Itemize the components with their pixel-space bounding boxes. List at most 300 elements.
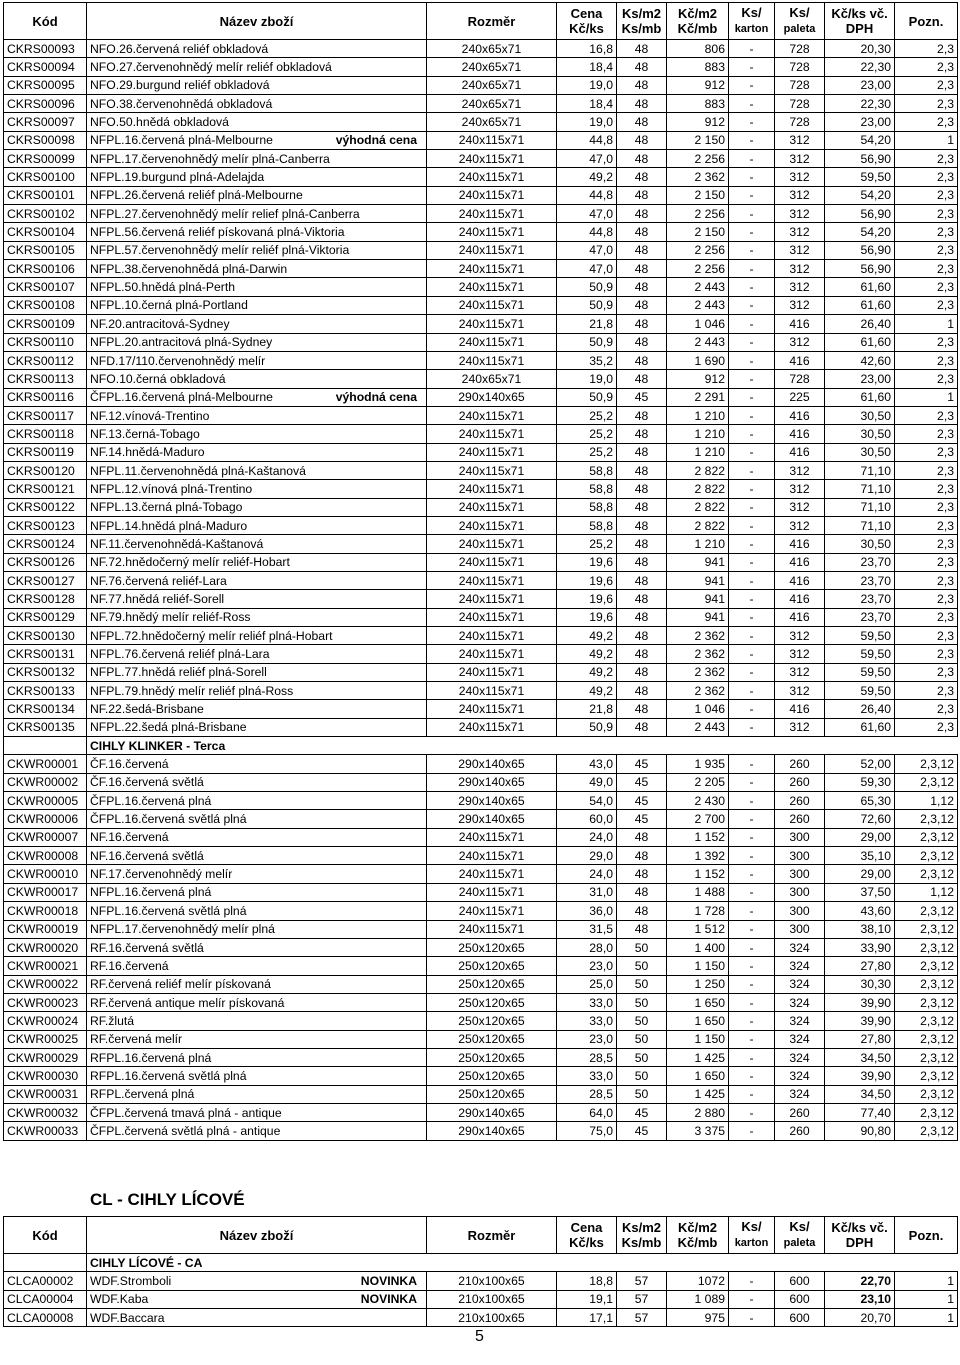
cell-note: 2,3 <box>895 260 958 278</box>
cell-name <box>87 425 427 443</box>
page-number: 5 <box>475 1328 484 1345</box>
cell-per-carton: - <box>729 1012 775 1030</box>
cell-note: 2,3 <box>895 516 958 534</box>
cell-price: 19,6 <box>557 608 617 626</box>
cell-per-pallet: 416 <box>775 553 825 571</box>
cell-price-vat: 29,00 <box>825 828 895 846</box>
cell-price: 58,8 <box>557 461 617 479</box>
cell-size: 240x115x71 <box>427 351 557 369</box>
cell-price-vat: 39,90 <box>825 1067 895 1085</box>
cell-size: 290x140x65 <box>427 1103 557 1121</box>
cell-price-m2: 975 <box>667 1309 729 1327</box>
table-row <box>4 810 958 828</box>
cell-size: 240x115x71 <box>427 847 557 865</box>
cell-size: 290x140x65 <box>427 773 557 791</box>
section-row-code <box>4 1254 87 1272</box>
cell-per-carton: - <box>729 443 775 461</box>
cell-size: 250x120x65 <box>427 938 557 956</box>
cell-price: 25,2 <box>557 535 617 553</box>
cell-code: CKRS00105 <box>4 241 87 259</box>
cell-size: 240x115x71 <box>427 278 557 296</box>
cell-per-pallet: 728 <box>775 76 825 94</box>
cell-note: 2,3,12 <box>895 1012 958 1030</box>
table-row <box>4 993 958 1011</box>
cell-price-m2: 2 443 <box>667 718 729 736</box>
cell-per-m2: 48 <box>617 351 667 369</box>
product-name: NFO.38.červenohnědá obkladová <box>90 96 273 111</box>
cell-price: 21,8 <box>557 700 617 718</box>
cell-price-m2: 2 256 <box>667 241 729 259</box>
cell-per-carton: - <box>729 168 775 186</box>
cell-name <box>87 645 427 663</box>
cell-per-m2: 48 <box>617 333 667 351</box>
cell-per-m2: 48 <box>617 95 667 113</box>
cell-name <box>87 388 427 406</box>
cell-per-carton: - <box>729 920 775 938</box>
cell-price-vat: 30,50 <box>825 443 895 461</box>
product-name: NFPL.12.vínová plná-Trentino <box>90 481 253 496</box>
cell-per-carton: - <box>729 480 775 498</box>
cell-per-carton: - <box>729 1309 775 1327</box>
product-name: NFPL.16.červená světlá plná <box>90 903 247 918</box>
cell-per-m2: 48 <box>617 150 667 168</box>
cell-price-vat: 39,90 <box>825 1012 895 1030</box>
cell-per-m2: 48 <box>617 718 667 736</box>
cell-name <box>87 1048 427 1066</box>
product-name: NFPL.16.červená plná <box>90 885 212 900</box>
product-name: ČFPL.červená světlá plná - antique <box>90 1123 281 1138</box>
cell-code: CKRS00124 <box>4 535 87 553</box>
cell-per-pallet: 260 <box>775 1103 825 1121</box>
product-name: NFD.17/110.červenohnědý melír <box>90 353 266 368</box>
cell-price: 49,0 <box>557 773 617 791</box>
table-row <box>4 590 958 608</box>
cell-code: CKRS00120 <box>4 461 87 479</box>
cell-code: CKRS00107 <box>4 278 87 296</box>
cell-note: 1 <box>895 388 958 406</box>
section-heading: CIHLY LÍCOVÉ - CA <box>87 1254 958 1272</box>
table-row <box>4 847 958 865</box>
cell-size: 240x115x71 <box>427 296 557 314</box>
cell-name <box>87 351 427 369</box>
col-header-code: Kód <box>4 1217 87 1254</box>
cell-per-carton: - <box>729 1030 775 1048</box>
cell-size: 240x115x71 <box>427 260 557 278</box>
table-row <box>4 718 958 736</box>
cell-per-carton: - <box>729 957 775 975</box>
cell-price-m2: 3 375 <box>667 1122 729 1140</box>
cell-note: 2,3 <box>895 645 958 663</box>
cell-price: 36,0 <box>557 902 617 920</box>
cell-price-vat: 37,50 <box>825 883 895 901</box>
table-row <box>4 682 958 700</box>
cell-price: 49,2 <box>557 682 617 700</box>
table-row <box>4 645 958 663</box>
cell-price: 25,2 <box>557 443 617 461</box>
table-row <box>4 1309 958 1327</box>
cell-per-pallet: 300 <box>775 847 825 865</box>
cell-price: 21,8 <box>557 315 617 333</box>
cell-per-m2: 48 <box>617 663 667 681</box>
product-name: NFPL.56.červená reliéf pískovaná plná-Viktoria <box>90 225 345 240</box>
cell-price: 50,9 <box>557 333 617 351</box>
table-row <box>4 553 958 571</box>
cell-price-m2: 912 <box>667 370 729 388</box>
cell-per-pallet: 324 <box>775 993 825 1011</box>
cell-price: 19,6 <box>557 590 617 608</box>
cell-per-pallet: 312 <box>775 150 825 168</box>
cell-price-vat: 39,90 <box>825 993 895 1011</box>
cell-per-carton: - <box>729 260 775 278</box>
product-name: NF.12.vínová-Trentino <box>90 408 210 423</box>
cell-price-vat: 26,40 <box>825 315 895 333</box>
cell-per-carton: - <box>729 902 775 920</box>
cell-per-pallet: 312 <box>775 205 825 223</box>
cell-per-carton: - <box>729 700 775 718</box>
product-name: NFPL.79.hnědý melír reliéf plná-Ross <box>90 683 294 698</box>
cell-price: 44,8 <box>557 131 617 149</box>
cell-name <box>87 957 427 975</box>
cell-per-m2: 57 <box>617 1309 667 1327</box>
cell-price-m2: 2 443 <box>667 296 729 314</box>
cell-per-carton: - <box>729 1048 775 1066</box>
cell-price: 50,9 <box>557 388 617 406</box>
cell-price: 28,0 <box>557 938 617 956</box>
cell-note: 2,3,12 <box>895 902 958 920</box>
cell-per-m2: 48 <box>617 516 667 534</box>
cell-per-m2: 48 <box>617 920 667 938</box>
cell-price-m2: 1 512 <box>667 920 729 938</box>
cell-per-carton: - <box>729 516 775 534</box>
cell-price-vat: 23,70 <box>825 553 895 571</box>
cell-per-pallet: 312 <box>775 333 825 351</box>
cell-price-m2: 1 935 <box>667 755 729 773</box>
product-name: NFO.50.hnědá obkladová <box>90 115 229 130</box>
cell-note: 2,3 <box>895 76 958 94</box>
table-row <box>4 113 958 131</box>
cell-price-m2: 2 256 <box>667 150 729 168</box>
cell-size: 250x120x65 <box>427 1048 557 1066</box>
cell-per-carton: - <box>729 1290 775 1308</box>
cell-note: 2,3 <box>895 663 958 681</box>
cell-per-carton: - <box>729 113 775 131</box>
cell-code: CKWR00021 <box>4 957 87 975</box>
cell-price-vat: 71,10 <box>825 498 895 516</box>
cell-note: 2,3 <box>895 425 958 443</box>
cell-note: 2,3 <box>895 40 958 58</box>
cell-note: 2,3,12 <box>895 755 958 773</box>
cell-price-vat: 23,00 <box>825 370 895 388</box>
cell-price-m2: 1 210 <box>667 443 729 461</box>
cell-per-m2: 48 <box>617 645 667 663</box>
product-name: RFPL.16.červená plná <box>90 1050 212 1065</box>
cell-name <box>87 241 427 259</box>
cell-size: 240x65x71 <box>427 370 557 388</box>
cell-note: 2,3 <box>895 553 958 571</box>
cell-note: 2,3,12 <box>895 1085 958 1103</box>
cell-size: 240x115x71 <box>427 553 557 571</box>
cell-name <box>87 40 427 58</box>
cell-price: 25,2 <box>557 406 617 424</box>
product-tag: výhodná cena <box>335 390 417 405</box>
table-row <box>4 1103 958 1121</box>
cell-per-pallet: 312 <box>775 260 825 278</box>
cell-per-pallet: 312 <box>775 241 825 259</box>
cell-size: 290x140x65 <box>427 388 557 406</box>
cell-price-m2: 2 700 <box>667 810 729 828</box>
cell-price-m2: 912 <box>667 76 729 94</box>
cell-size: 250x120x65 <box>427 1012 557 1030</box>
cell-name <box>87 1067 427 1085</box>
cell-per-carton: - <box>729 1085 775 1103</box>
table-row <box>4 388 958 406</box>
cell-price: 47,0 <box>557 150 617 168</box>
cell-note: 2,3,12 <box>895 1122 958 1140</box>
product-name: NFPL.16.červená plná-Melbourne <box>90 133 273 148</box>
cell-size: 240x115x71 <box>427 535 557 553</box>
table-row <box>4 168 958 186</box>
cell-per-m2: 50 <box>617 993 667 1011</box>
cell-price-m2: 2 256 <box>667 205 729 223</box>
cell-code: CKRS00134 <box>4 700 87 718</box>
col-header-price-m2: Kč/m2 Kč/mb <box>667 3 729 40</box>
cell-code: CKRS00129 <box>4 608 87 626</box>
cell-price-vat: 72,60 <box>825 810 895 828</box>
cell-per-pallet: 312 <box>775 131 825 149</box>
cell-price-m2: 1 400 <box>667 938 729 956</box>
cell-note: 2,3 <box>895 223 958 241</box>
cell-size: 240x115x71 <box>427 682 557 700</box>
cell-code: CKRS00127 <box>4 571 87 589</box>
cell-price-m2: 2 822 <box>667 480 729 498</box>
table-row <box>4 131 958 149</box>
table-row <box>4 260 958 278</box>
cell-note: 2,3 <box>895 150 958 168</box>
cell-code: CKRS00131 <box>4 645 87 663</box>
cell-code: CKWR00030 <box>4 1067 87 1085</box>
cell-per-m2: 48 <box>617 76 667 94</box>
price-table-cl <box>3 1216 958 1327</box>
cell-price-vat: 90,80 <box>825 1122 895 1140</box>
product-name: NFPL.26.červená reliéf plná-Melbourne <box>90 188 303 203</box>
cell-price: 50,9 <box>557 296 617 314</box>
cell-price-m2: 1072 <box>667 1272 729 1290</box>
cell-code: CKRS00102 <box>4 205 87 223</box>
cell-name <box>87 150 427 168</box>
col-header-price-m2: Kč/m2 Kč/mb <box>667 1217 729 1254</box>
cell-note: 1 <box>895 315 958 333</box>
product-name: NFPL.22.šedá plná-Brisbane <box>90 720 247 735</box>
cell-per-m2: 48 <box>617 186 667 204</box>
cell-per-carton: - <box>729 241 775 259</box>
cell-per-carton: - <box>729 223 775 241</box>
cell-per-m2: 57 <box>617 1272 667 1290</box>
product-name: NF.17.červenohnědý melír <box>90 867 233 882</box>
cell-per-m2: 48 <box>617 205 667 223</box>
cell-note: 2,3 <box>895 443 958 461</box>
cell-note: 2,3 <box>895 571 958 589</box>
table-row <box>4 58 958 76</box>
cell-per-m2: 48 <box>617 443 667 461</box>
cell-price-m2: 883 <box>667 95 729 113</box>
cell-size: 240x115x71 <box>427 150 557 168</box>
cell-note: 2,3 <box>895 682 958 700</box>
table-row <box>4 1122 958 1140</box>
cell-size: 210x100x65 <box>427 1290 557 1308</box>
cell-per-pallet: 324 <box>775 1030 825 1048</box>
cell-per-pallet: 416 <box>775 700 825 718</box>
cell-size: 240x115x71 <box>427 571 557 589</box>
cell-code: CKWR00033 <box>4 1122 87 1140</box>
cell-per-carton: - <box>729 553 775 571</box>
cell-name <box>87 516 427 534</box>
table-row <box>4 938 958 956</box>
cell-per-pallet: 312 <box>775 627 825 645</box>
cell-note: 2,3 <box>895 461 958 479</box>
cell-name <box>87 920 427 938</box>
cell-price-m2: 1 425 <box>667 1048 729 1066</box>
cell-note: 2,3,12 <box>895 828 958 846</box>
cell-name <box>87 700 427 718</box>
cell-per-pallet: 312 <box>775 296 825 314</box>
cell-size: 240x115x71 <box>427 663 557 681</box>
cell-per-pallet: 416 <box>775 443 825 461</box>
col-header-price-vat: Kč/ks vč. DPH <box>825 3 895 40</box>
cell-name <box>87 718 427 736</box>
cell-price-m2: 1 152 <box>667 865 729 883</box>
cell-price: 47,0 <box>557 241 617 259</box>
cell-per-pallet: 312 <box>775 682 825 700</box>
cell-per-m2: 48 <box>617 498 667 516</box>
product-name: NFO.29.burgund reliéf obkladová <box>90 78 270 93</box>
cell-per-carton: - <box>729 205 775 223</box>
cell-per-carton: - <box>729 608 775 626</box>
cell-size: 240x115x71 <box>427 461 557 479</box>
product-name: NFPL.20.antracitová plná-Sydney <box>90 335 273 350</box>
table-row <box>4 150 958 168</box>
product-name: NFPL.77.hnědá reliéf plná-Sorell <box>90 665 267 680</box>
cell-per-m2: 50 <box>617 1067 667 1085</box>
cell-price: 33,0 <box>557 993 617 1011</box>
product-name: NF.79.hnědý melír reliéf-Ross <box>90 610 251 625</box>
cell-per-carton: - <box>729 828 775 846</box>
cell-per-pallet: 260 <box>775 1122 825 1140</box>
product-name: NF.77.hnědá reliéf-Sorell <box>90 591 225 606</box>
cell-per-m2: 48 <box>617 315 667 333</box>
cell-size: 250x120x65 <box>427 993 557 1011</box>
table-row <box>4 498 958 516</box>
cell-note: 2,3 <box>895 58 958 76</box>
cell-note: 2,3 <box>895 95 958 113</box>
cell-price-m2: 1 650 <box>667 1067 729 1085</box>
product-name: ČFPL.červená tmavá plná - antique <box>90 1105 282 1120</box>
cell-per-pallet: 600 <box>775 1272 825 1290</box>
cell-price: 50,9 <box>557 718 617 736</box>
cell-code: CKRS00113 <box>4 370 87 388</box>
cell-per-carton: - <box>729 58 775 76</box>
cell-per-m2: 50 <box>617 1030 667 1048</box>
cell-name <box>87 1290 427 1308</box>
cell-per-pallet: 260 <box>775 792 825 810</box>
table-row <box>4 608 958 626</box>
cell-price-vat: 65,30 <box>825 792 895 810</box>
cell-price-vat: 56,90 <box>825 241 895 259</box>
cell-name <box>87 828 427 846</box>
cell-price-vat: 33,90 <box>825 938 895 956</box>
cell-per-m2: 48 <box>617 700 667 718</box>
cell-per-carton: - <box>729 406 775 424</box>
cell-price: 44,8 <box>557 186 617 204</box>
product-name: NFPL.14.hnědá plná-Maduro <box>90 518 248 533</box>
cell-note: 2,3 <box>895 627 958 645</box>
cell-name <box>87 296 427 314</box>
cell-code: CKRS00109 <box>4 315 87 333</box>
cell-price: 23,0 <box>557 957 617 975</box>
cell-per-m2: 48 <box>617 461 667 479</box>
col-header-price-vat: Kč/ks vč. DPH <box>825 1217 895 1254</box>
product-name: NF.16.červená světlá <box>90 848 204 863</box>
cell-price-vat: 61,60 <box>825 278 895 296</box>
table-row <box>4 1030 958 1048</box>
cell-price-vat: 30,50 <box>825 406 895 424</box>
product-tag: NOVINKA <box>360 1292 417 1307</box>
cell-note: 1 <box>895 131 958 149</box>
col-header-size: Rozměr <box>427 1217 557 1254</box>
cell-price-m2: 1 046 <box>667 315 729 333</box>
table-header <box>4 1217 958 1254</box>
cell-price-m2: 2 362 <box>667 645 729 663</box>
cell-price-vat: 61,60 <box>825 718 895 736</box>
cell-price: 75,0 <box>557 1122 617 1140</box>
price-table-main <box>3 2 958 1141</box>
table-row <box>4 76 958 94</box>
cell-code: CKWR00007 <box>4 828 87 846</box>
cell-per-pallet: 312 <box>775 461 825 479</box>
table-row <box>4 516 958 534</box>
product-name: NF.13.černá-Tobago <box>90 426 200 441</box>
cell-price-vat: 59,50 <box>825 645 895 663</box>
cell-price-m2: 806 <box>667 40 729 58</box>
table-row <box>4 315 958 333</box>
product-name: NFPL.13.černá plná-Tobago <box>90 500 243 515</box>
product-name: NFPL.72.hnědočerný melír reliéf plná-Hobart <box>90 628 333 643</box>
cell-name <box>87 1012 427 1030</box>
cell-price-m2: 2 362 <box>667 663 729 681</box>
cell-name <box>87 76 427 94</box>
cell-size: 240x65x71 <box>427 40 557 58</box>
cell-per-m2: 45 <box>617 1103 667 1121</box>
table-row <box>4 755 958 773</box>
section-title-cl: CL - CIHLY LÍCOVÉ <box>90 1190 245 1209</box>
product-name: RF.červená reliéf melír pískovaná <box>90 977 271 992</box>
cell-size: 240x115x71 <box>427 315 557 333</box>
table-row <box>4 957 958 975</box>
cell-note: 2,3 <box>895 113 958 131</box>
cell-per-carton: - <box>729 1067 775 1085</box>
cell-note: 2,3 <box>895 498 958 516</box>
cell-note: 2,3,12 <box>895 957 958 975</box>
table-row <box>4 535 958 553</box>
cell-name <box>87 590 427 608</box>
table-row <box>4 883 958 901</box>
cell-per-pallet: 324 <box>775 1012 825 1030</box>
cell-note: 2,3,12 <box>895 993 958 1011</box>
cell-size: 240x115x71 <box>427 480 557 498</box>
cell-per-m2: 50 <box>617 975 667 993</box>
product-name: NFPL.50.hnědá plná-Perth <box>90 280 235 295</box>
cell-per-carton: - <box>729 315 775 333</box>
table-header <box>4 3 958 40</box>
